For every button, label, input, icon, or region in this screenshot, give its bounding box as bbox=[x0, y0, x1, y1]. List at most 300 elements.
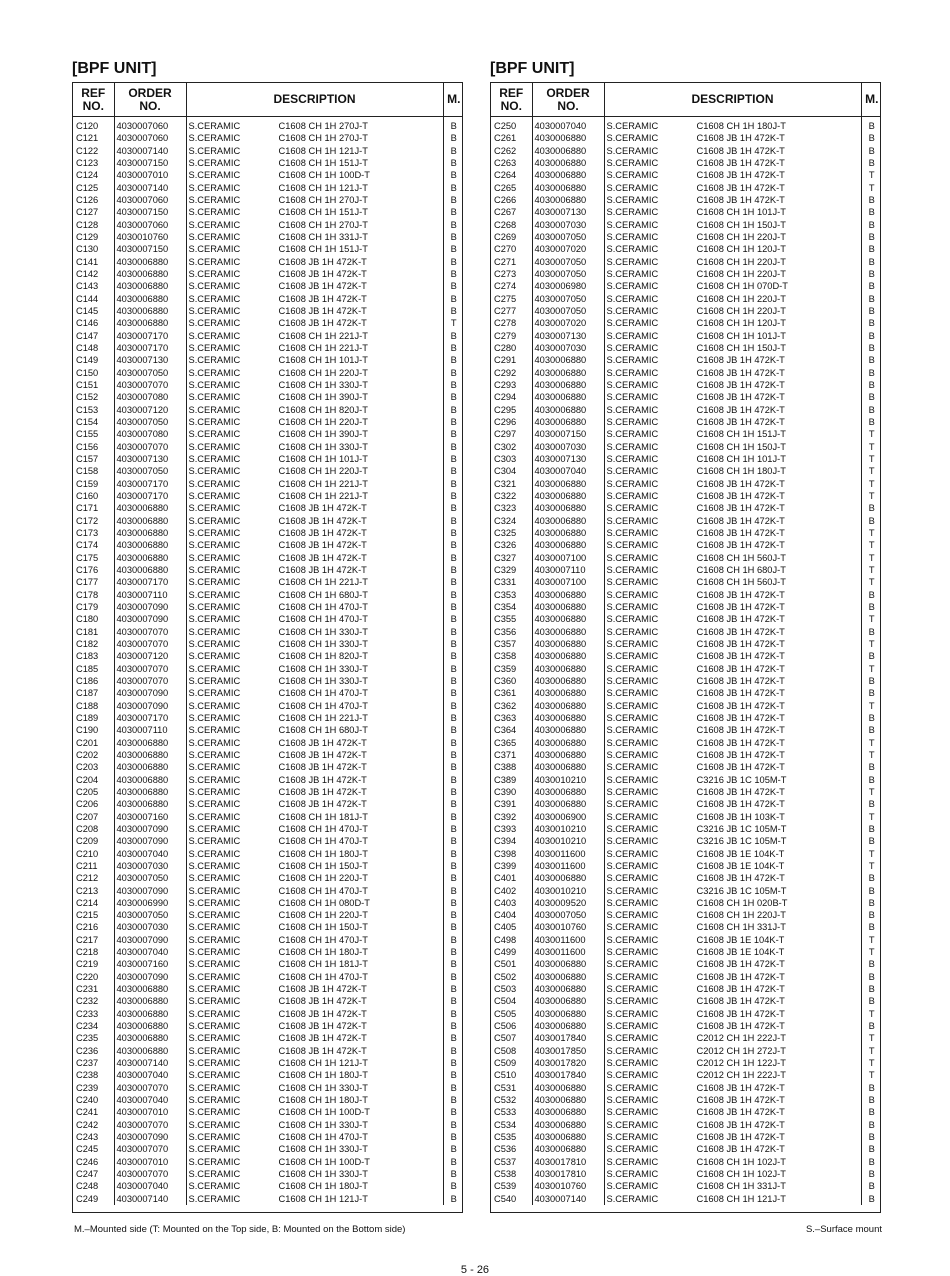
ref-no: C391 bbox=[491, 798, 532, 810]
mounted-side: B bbox=[868, 232, 875, 243]
description bbox=[604, 416, 861, 428]
ref-no: C186 bbox=[73, 675, 114, 687]
description bbox=[604, 786, 861, 798]
mounted-side: B bbox=[450, 182, 457, 193]
table-row bbox=[491, 724, 881, 736]
part-type: S.CERAMIC bbox=[606, 207, 659, 218]
order-no: 4030006880 bbox=[532, 391, 604, 403]
ref-no: C540 bbox=[491, 1193, 532, 1205]
table-row bbox=[491, 169, 881, 181]
part-type: S.CERAMIC bbox=[188, 1181, 241, 1192]
description bbox=[186, 502, 443, 514]
order-no: 4030006880 bbox=[114, 983, 186, 995]
description bbox=[604, 293, 861, 305]
ref-no: C402 bbox=[491, 884, 532, 896]
table-body-left bbox=[73, 117, 463, 1205]
order-no: 4030007160 bbox=[114, 810, 186, 822]
part-spec: C1608 JB 1H 472K-T bbox=[278, 503, 367, 514]
description bbox=[604, 1168, 861, 1180]
table-row bbox=[73, 465, 463, 477]
part-spec: C1608 CH 1H 121J-T bbox=[278, 145, 368, 156]
part-spec: C1608 CH 1H 150J-T bbox=[696, 343, 786, 354]
ref-no: C211 bbox=[73, 860, 114, 872]
mounted-side: B bbox=[450, 1058, 457, 1069]
table-row bbox=[73, 391, 463, 403]
table-row bbox=[491, 576, 881, 588]
ref-no: C279 bbox=[491, 330, 532, 342]
description bbox=[604, 897, 861, 909]
ref-no: C401 bbox=[491, 872, 532, 884]
order-no: 4030007090 bbox=[114, 823, 186, 835]
ref-no: C214 bbox=[73, 897, 114, 909]
table-row bbox=[73, 1032, 463, 1044]
mounted-side: B bbox=[868, 503, 875, 514]
description bbox=[186, 490, 443, 502]
mounted-side: B bbox=[450, 145, 457, 156]
description bbox=[604, 367, 861, 379]
description bbox=[186, 515, 443, 527]
order-no: 4030006880 bbox=[114, 1045, 186, 1057]
description bbox=[186, 798, 443, 810]
part-spec: C1608 CH 1H 102J-T bbox=[696, 1156, 786, 1167]
order-no: 4030007040 bbox=[114, 847, 186, 859]
part-type: S.CERAMIC bbox=[606, 429, 659, 440]
table-row bbox=[491, 946, 881, 958]
ref-no: C239 bbox=[73, 1082, 114, 1094]
part-spec: C1608 CH 1H 101J-T bbox=[278, 355, 368, 366]
description bbox=[186, 1069, 443, 1081]
description bbox=[186, 453, 443, 465]
part-type: S.CERAMIC bbox=[188, 232, 241, 243]
table-row bbox=[73, 1193, 463, 1205]
table-row bbox=[73, 1106, 463, 1118]
order-no: 4030006880 bbox=[114, 995, 186, 1007]
part-type: S.CERAMIC bbox=[188, 774, 241, 785]
mounted-side: B bbox=[450, 1021, 457, 1032]
order-no: 4030007130 bbox=[532, 206, 604, 218]
order-no: 4030006880 bbox=[532, 157, 604, 169]
table-row bbox=[491, 256, 881, 268]
description bbox=[186, 1143, 443, 1155]
table-row bbox=[73, 625, 463, 637]
description bbox=[604, 342, 861, 354]
description bbox=[604, 1057, 861, 1069]
ref-no: C291 bbox=[491, 354, 532, 366]
table-row bbox=[73, 798, 463, 810]
description bbox=[186, 527, 443, 539]
part-type: S.CERAMIC bbox=[606, 712, 659, 723]
ref-no: C403 bbox=[491, 897, 532, 909]
order-no: 4030007170 bbox=[114, 342, 186, 354]
part-type: S.CERAMIC bbox=[606, 1045, 659, 1056]
order-no: 4030007170 bbox=[114, 490, 186, 502]
part-type: S.CERAMIC bbox=[606, 1181, 659, 1192]
description bbox=[186, 428, 443, 440]
ref-no: C262 bbox=[491, 145, 532, 157]
table-row bbox=[491, 687, 881, 699]
description bbox=[604, 625, 861, 637]
part-spec: C1608 CH 1H 151J-T bbox=[278, 158, 368, 169]
order-no: 4030010210 bbox=[532, 835, 604, 847]
mounted-side: B bbox=[450, 626, 457, 637]
mounted-side: B bbox=[450, 441, 457, 452]
order-no: 4030006880 bbox=[114, 749, 186, 761]
part-spec: C1608 JB 1H 472K-T bbox=[278, 737, 367, 748]
part-spec: C1608 JB 1H 472K-T bbox=[696, 651, 785, 662]
part-spec: C1608 CH 1H 121J-T bbox=[278, 1193, 368, 1204]
mounted-side: B bbox=[868, 1021, 875, 1032]
description bbox=[604, 256, 861, 268]
ref-no: C535 bbox=[491, 1131, 532, 1143]
order-no: 4030007010 bbox=[114, 1156, 186, 1168]
part-type: S.CERAMIC bbox=[188, 786, 241, 797]
mounted-side: B bbox=[450, 601, 457, 612]
part-spec: C1608 CH 1H 220J-T bbox=[696, 269, 786, 280]
part-type: S.CERAMIC bbox=[188, 515, 241, 526]
table-row bbox=[491, 909, 881, 921]
part-type: S.CERAMIC bbox=[606, 885, 659, 896]
table-row bbox=[73, 909, 463, 921]
part-type: S.CERAMIC bbox=[188, 1193, 241, 1204]
part-type: S.CERAMIC bbox=[188, 256, 241, 267]
table-row bbox=[73, 613, 463, 625]
parts-table-left bbox=[72, 82, 463, 1213]
part-type: S.CERAMIC bbox=[606, 219, 659, 230]
part-type: S.CERAMIC bbox=[606, 1144, 659, 1155]
part-spec: C1608 CH 1H 270J-T bbox=[278, 121, 368, 132]
description bbox=[604, 1131, 861, 1143]
ref-no: C190 bbox=[73, 724, 114, 736]
mounted-side: B bbox=[868, 367, 875, 378]
mounted-side: B bbox=[450, 515, 457, 526]
mounted-side: B bbox=[450, 811, 457, 822]
ref-no: C121 bbox=[73, 132, 114, 144]
order-no: 4030007070 bbox=[114, 379, 186, 391]
table-row bbox=[73, 145, 463, 157]
description bbox=[186, 650, 443, 662]
table-row bbox=[491, 551, 881, 563]
description bbox=[186, 1106, 443, 1118]
mounted-side: B bbox=[450, 1193, 457, 1204]
description bbox=[186, 675, 443, 687]
part-spec: C1608 CH 1H 560J-T bbox=[696, 577, 786, 588]
table-row bbox=[491, 391, 881, 403]
ref-no: C536 bbox=[491, 1143, 532, 1155]
description bbox=[186, 1094, 443, 1106]
table-row bbox=[491, 1180, 881, 1192]
part-spec: C1608 JB 1H 472K-T bbox=[278, 527, 367, 538]
description bbox=[186, 909, 443, 921]
part-type: S.CERAMIC bbox=[188, 441, 241, 452]
ref-no: C361 bbox=[491, 687, 532, 699]
ref-no: C203 bbox=[73, 761, 114, 773]
mounted-side: B bbox=[868, 712, 875, 723]
ref-no: C144 bbox=[73, 293, 114, 305]
header-description: DESCRIPTION bbox=[186, 83, 443, 117]
table-row bbox=[73, 132, 463, 144]
part-type: S.CERAMIC bbox=[606, 552, 659, 563]
description bbox=[186, 1045, 443, 1057]
mounted-side: B bbox=[868, 417, 875, 428]
order-no: 4030007140 bbox=[114, 145, 186, 157]
order-no: 4030007160 bbox=[114, 958, 186, 970]
order-no: 4030006880 bbox=[532, 588, 604, 600]
table-row bbox=[73, 502, 463, 514]
mounted-side: B bbox=[450, 1169, 457, 1180]
table-row bbox=[491, 404, 881, 416]
table-row bbox=[491, 1193, 881, 1205]
part-spec: C1608 CH 1H 180J-T bbox=[278, 1070, 368, 1081]
part-spec: C1608 JB 1H 472K-T bbox=[278, 306, 367, 317]
part-type: S.CERAMIC bbox=[606, 133, 659, 144]
part-spec: C1608 CH 1H 120J-T bbox=[696, 244, 786, 255]
part-spec: C1608 JB 1H 472K-T bbox=[696, 971, 785, 982]
part-spec: C1608 JB 1H 472K-T bbox=[696, 601, 785, 612]
description bbox=[604, 1032, 861, 1044]
part-type: S.CERAMIC bbox=[188, 404, 241, 415]
order-no: 4030006880 bbox=[532, 872, 604, 884]
table-row bbox=[73, 194, 463, 206]
part-type: S.CERAMIC bbox=[188, 417, 241, 428]
mounted-side: T bbox=[868, 182, 875, 193]
description bbox=[604, 1045, 861, 1057]
order-no: 4030006880 bbox=[114, 293, 186, 305]
description bbox=[604, 330, 861, 342]
ref-no: C325 bbox=[491, 527, 532, 539]
table-row bbox=[491, 206, 881, 218]
table-row bbox=[73, 860, 463, 872]
order-no: 4030006880 bbox=[532, 1082, 604, 1094]
part-type: S.CERAMIC bbox=[188, 1119, 241, 1130]
ref-no: C269 bbox=[491, 231, 532, 243]
part-type: S.CERAMIC bbox=[606, 1119, 659, 1130]
part-type: S.CERAMIC bbox=[606, 799, 659, 810]
ref-no: C303 bbox=[491, 453, 532, 465]
order-no: 4030007050 bbox=[532, 909, 604, 921]
mounted-side: T bbox=[868, 540, 875, 551]
mounted-side: B bbox=[868, 145, 875, 156]
description bbox=[604, 1143, 861, 1155]
ref-no: C238 bbox=[73, 1069, 114, 1081]
part-type: S.CERAMIC bbox=[188, 158, 241, 169]
part-spec: C1608 JB 1H 472K-T bbox=[696, 959, 785, 970]
part-spec: C1608 CH 1H 181J-T bbox=[278, 959, 368, 970]
order-no: 4030006880 bbox=[114, 1020, 186, 1032]
part-spec: C1608 CH 1H 270J-T bbox=[278, 219, 368, 230]
description bbox=[604, 404, 861, 416]
header-mounted-side: M. bbox=[861, 83, 881, 117]
table-row bbox=[73, 1156, 463, 1168]
ref-no: C241 bbox=[73, 1106, 114, 1118]
ref-no: C293 bbox=[491, 379, 532, 391]
part-spec: C1608 JB 1H 472K-T bbox=[696, 749, 785, 760]
table-row bbox=[491, 231, 881, 243]
part-spec: C1608 CH 1H 100D-T bbox=[278, 170, 370, 181]
order-no: 4030006880 bbox=[532, 515, 604, 527]
mounted-side: B bbox=[450, 219, 457, 230]
description bbox=[604, 117, 861, 133]
ref-no: C274 bbox=[491, 280, 532, 292]
mounted-side: B bbox=[868, 1082, 875, 1093]
part-type: S.CERAMIC bbox=[188, 392, 241, 403]
header-order-no: ORDER NO. bbox=[532, 83, 604, 117]
mounted-side: T bbox=[868, 663, 875, 674]
part-spec: C1608 JB 1H 472K-T bbox=[696, 367, 785, 378]
part-spec: C1608 JB 1H 472K-T bbox=[696, 638, 785, 649]
part-spec: C1608 JB 1H 472K-T bbox=[696, 712, 785, 723]
ref-no: C266 bbox=[491, 194, 532, 206]
part-type: S.CERAMIC bbox=[188, 873, 241, 884]
mounted-side: B bbox=[450, 638, 457, 649]
part-spec: C1608 JB 1H 472K-T bbox=[278, 540, 367, 551]
description bbox=[186, 786, 443, 798]
order-no: 4030006880 bbox=[114, 736, 186, 748]
part-type: S.CERAMIC bbox=[188, 811, 241, 822]
order-no: 4030006880 bbox=[114, 268, 186, 280]
table-row bbox=[73, 675, 463, 687]
part-spec: C1608 JB 1H 472K-T bbox=[278, 1021, 367, 1032]
ref-no: C218 bbox=[73, 946, 114, 958]
ref-no: C502 bbox=[491, 971, 532, 983]
part-spec: C3216 JB 1C 105M-T bbox=[696, 774, 787, 785]
part-spec: C1608 CH 1H 220J-T bbox=[278, 367, 368, 378]
table-row bbox=[491, 625, 881, 637]
mounted-side: B bbox=[450, 281, 457, 292]
mounted-side: B bbox=[450, 1119, 457, 1130]
part-spec: C1608 CH 1H 180J-T bbox=[278, 1095, 368, 1106]
mounted-side: B bbox=[868, 306, 875, 317]
description bbox=[604, 601, 861, 613]
table-row bbox=[491, 1045, 881, 1057]
table-row bbox=[73, 601, 463, 613]
order-no: 4030007010 bbox=[114, 1106, 186, 1118]
order-no: 4030007070 bbox=[114, 625, 186, 637]
ref-no: C157 bbox=[73, 453, 114, 465]
table-row bbox=[73, 1057, 463, 1069]
table-row bbox=[491, 219, 881, 231]
order-no: 4030017850 bbox=[532, 1045, 604, 1057]
description bbox=[604, 194, 861, 206]
mounted-side: B bbox=[868, 959, 875, 970]
mounted-side: T bbox=[868, 454, 875, 465]
description bbox=[186, 1119, 443, 1131]
order-no: 4030006880 bbox=[532, 354, 604, 366]
ref-no: C150 bbox=[73, 367, 114, 379]
table-row bbox=[73, 206, 463, 218]
mounted-side: T bbox=[868, 491, 875, 501]
table-row bbox=[73, 280, 463, 292]
order-no: 4030007110 bbox=[114, 588, 186, 600]
description bbox=[186, 1008, 443, 1020]
order-no: 4030006880 bbox=[532, 1119, 604, 1131]
mounted-side: B bbox=[450, 959, 457, 970]
part-spec: C1608 JB 1H 472K-T bbox=[278, 749, 367, 760]
table-row bbox=[491, 490, 881, 502]
part-type: S.CERAMIC bbox=[606, 860, 659, 871]
mounted-side: B bbox=[450, 996, 457, 1007]
part-spec: C1608 JB 1H 472K-T bbox=[696, 589, 785, 600]
part-spec: C1608 CH 1H 390J-T bbox=[278, 392, 368, 403]
order-no: 4030010760 bbox=[532, 921, 604, 933]
description bbox=[186, 145, 443, 157]
order-no: 4030011600 bbox=[532, 860, 604, 872]
mounted-side: B bbox=[450, 725, 457, 736]
ref-no: C275 bbox=[491, 293, 532, 305]
order-no: 4030006880 bbox=[532, 1143, 604, 1155]
part-type: S.CERAMIC bbox=[188, 380, 241, 391]
part-type: S.CERAMIC bbox=[188, 182, 241, 193]
table-row bbox=[491, 453, 881, 465]
order-no: 4030007090 bbox=[114, 601, 186, 613]
part-spec: C1608 CH 1H 680J-T bbox=[278, 589, 368, 600]
mounted-side: T bbox=[868, 749, 875, 760]
part-spec: C1608 CH 1H 121J-T bbox=[278, 1058, 368, 1069]
order-no: 4030006880 bbox=[532, 539, 604, 551]
description bbox=[604, 823, 861, 835]
mounted-side: B bbox=[450, 293, 457, 304]
description bbox=[604, 1008, 861, 1020]
description bbox=[186, 810, 443, 822]
part-type: S.CERAMIC bbox=[606, 527, 659, 538]
ref-no: C539 bbox=[491, 1180, 532, 1192]
order-no: 4030006880 bbox=[114, 502, 186, 514]
order-no: 4030006880 bbox=[532, 786, 604, 798]
ref-no: C128 bbox=[73, 219, 114, 231]
ref-no: C270 bbox=[491, 243, 532, 255]
part-spec: C1608 JB 1H 472K-T bbox=[696, 491, 785, 501]
part-type: S.CERAMIC bbox=[188, 996, 241, 1007]
mounted-side: B bbox=[450, 885, 457, 896]
mounted-side: B bbox=[450, 232, 457, 243]
description bbox=[186, 280, 443, 292]
ref-no: C232 bbox=[73, 995, 114, 1007]
ref-no: C171 bbox=[73, 502, 114, 514]
part-spec: C1608 CH 1H 151J-T bbox=[278, 207, 368, 218]
order-no: 4030007140 bbox=[114, 1057, 186, 1069]
order-no: 4030007070 bbox=[114, 1119, 186, 1131]
description bbox=[186, 354, 443, 366]
ref-no: C506 bbox=[491, 1020, 532, 1032]
description bbox=[604, 1106, 861, 1118]
part-type: S.CERAMIC bbox=[606, 158, 659, 169]
table-row bbox=[73, 1020, 463, 1032]
order-no: 4030007060 bbox=[114, 194, 186, 206]
description bbox=[186, 872, 443, 884]
part-type: S.CERAMIC bbox=[188, 712, 241, 723]
ref-no: C508 bbox=[491, 1045, 532, 1057]
description bbox=[604, 946, 861, 958]
mounted-side: T bbox=[868, 1045, 875, 1056]
table-row bbox=[73, 1094, 463, 1106]
part-type: S.CERAMIC bbox=[606, 145, 659, 156]
part-spec: C3216 JB 1C 105M-T bbox=[696, 823, 787, 834]
footnote-surface-mount: S.–Surface mount bbox=[805, 1224, 882, 1235]
section-title-right: [BPF UNIT] bbox=[490, 60, 575, 77]
order-no: 4030006880 bbox=[532, 478, 604, 490]
part-spec: C1608 CH 1H 070D-T bbox=[696, 281, 788, 292]
order-no: 4030007120 bbox=[114, 650, 186, 662]
order-no: 4030006880 bbox=[532, 798, 604, 810]
part-spec: C1608 CH 1H 330J-T bbox=[278, 1082, 368, 1093]
ref-no: C331 bbox=[491, 576, 532, 588]
table-row bbox=[73, 404, 463, 416]
table-row bbox=[491, 786, 881, 798]
part-type: S.CERAMIC bbox=[188, 601, 241, 612]
table-row bbox=[491, 675, 881, 687]
order-no: 4030010760 bbox=[532, 1180, 604, 1192]
ref-no: C158 bbox=[73, 465, 114, 477]
part-type: S.CERAMIC bbox=[606, 170, 659, 181]
